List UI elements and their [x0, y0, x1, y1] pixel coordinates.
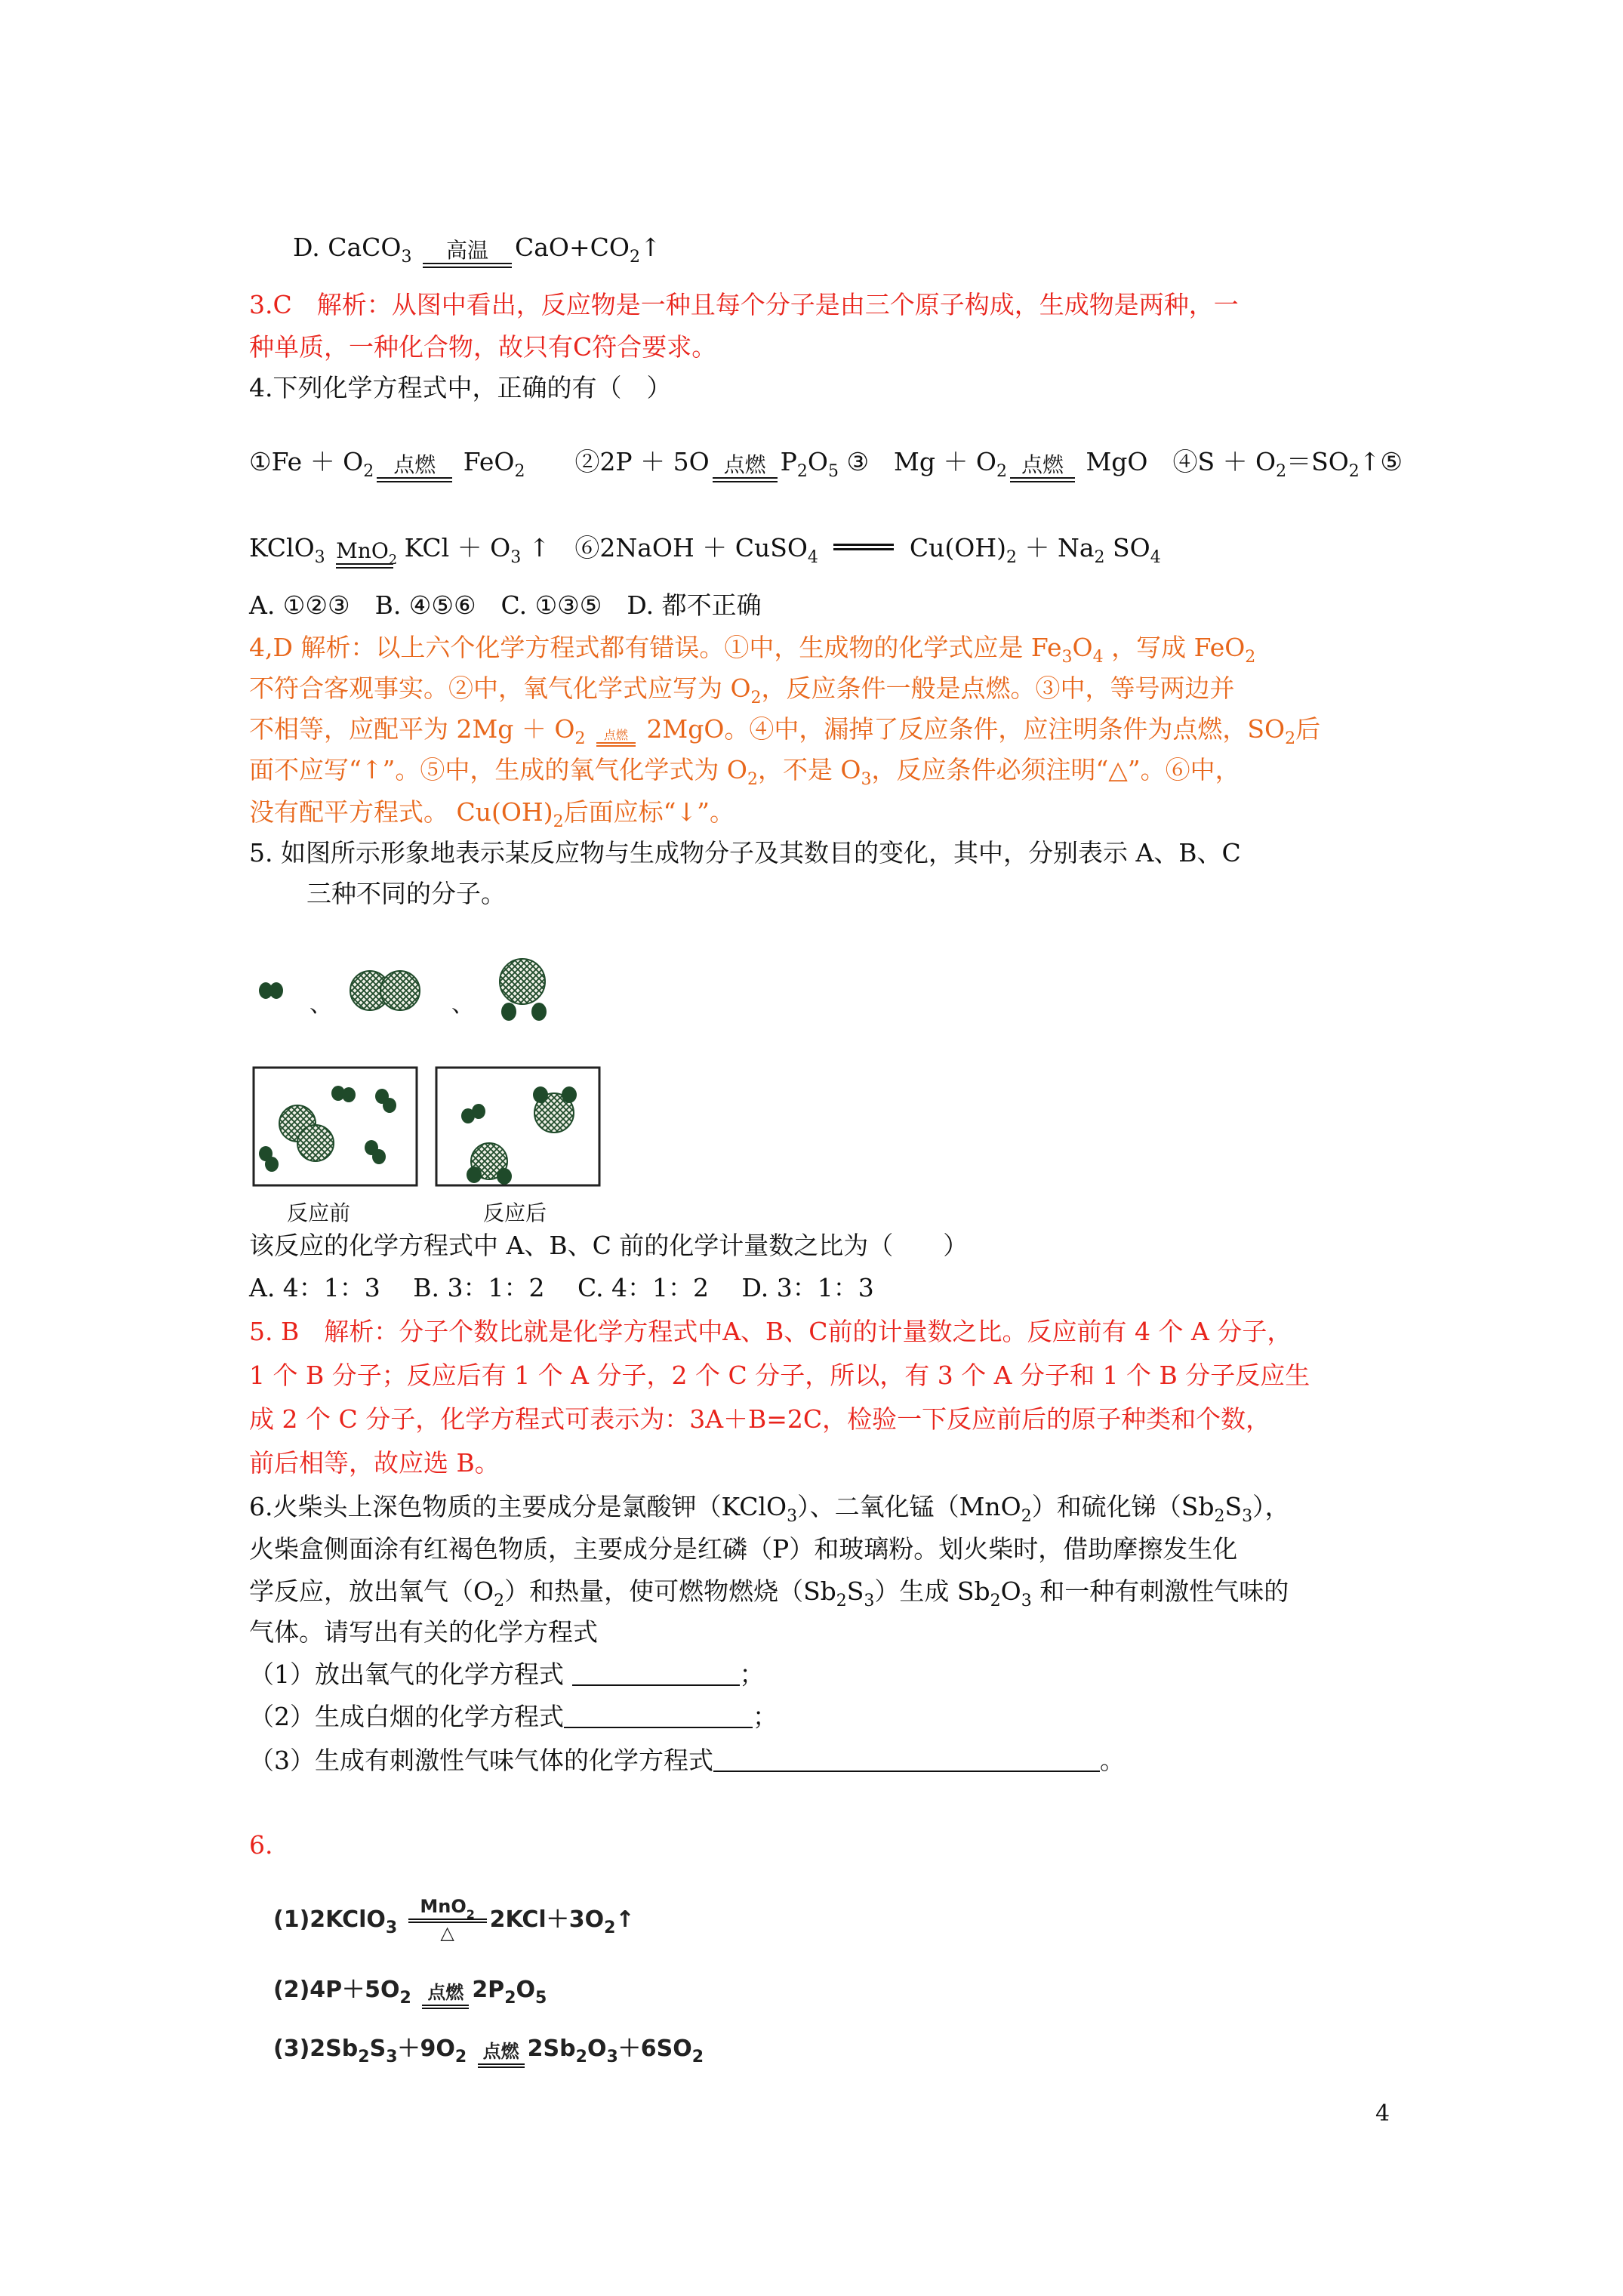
q5-options: A. 4：1：3 B. 3：1：2 C. 4：1：2 D. 3：1：3 [249, 1273, 874, 1302]
before-box [254, 1068, 417, 1185]
q4-equations-line2: KClO$_3$ MnO$_2$ KCl ＋ $O_3$ ↑ ⑥2NaOH ＋ CuSO$_4$ $Cu(OH)_2 + Na_2$ $SO_4$ [249, 533, 1161, 568]
legend-separator-1: 、 [310, 991, 332, 1018]
molecule-legend-figure [249, 936, 581, 1042]
q4-answer-line5: 没有配平方程式。 $Cu(OH)_2$后面应标“↓”。 [249, 797, 735, 831]
q6-blank-1[interactable] [572, 1662, 740, 1686]
label-after: 反应后 [483, 1200, 547, 1225]
q4-options: A. ①②③ B. ④⑤⑥ C. ①③⑤ D. 都不正确 [249, 590, 762, 620]
molecule-a-icon [259, 982, 283, 999]
page-number: 4 [1375, 2100, 1390, 2127]
q4-answer-line4: 面不应写“↑”。⑤中，生成的氧气化学式为 $O_2$，不是 $O_3$，反应条件必须注明“△”。⑥中， [249, 755, 1240, 789]
q3-answer-line2: 种单质，一种化合物，故只有C符合要求。 [249, 332, 717, 362]
after-box [436, 1068, 599, 1185]
q4-answer-line3: 不相等，应配平为 $2Mg + O_2$ 点燃 2MgO。④中，漏掉了反应条件，应注明条件为点燃，$SO_2$后 [249, 714, 1321, 748]
q4-answer-line1: 4,D 解析：以上六个化学方程式都有错误。①中，生成物的化学式应是 $Fe_3O_4$ ，写成 FeO$_2$ [249, 633, 1256, 667]
q4-answer-line2: 不符合客观事实。②中，氧气化学式应写为 $O_2$，反应条件一般是点燃。③中，等号两边并 [249, 673, 1235, 707]
molecule-c-icon [500, 959, 547, 1021]
q5-line2: 三种不同的分子。 [306, 879, 506, 908]
q6-blank-2[interactable] [564, 1704, 753, 1728]
q5-answer-line4: 前后相等，故应选 B。 [249, 1448, 500, 1478]
legend-separator-2: 、 [451, 991, 474, 1018]
q6-answer-eq2: $(2)4P+5O_2$ 点燃 $2P_2O_5$ [273, 1977, 547, 2008]
q3-option-d: D. CaCO$_3$ 高温 $CaO+CO_2↑$ [293, 233, 661, 267]
q6-part3: （3）生成有刺激性气味气体的化学方程式 。 [249, 1746, 1125, 1775]
q6-part2: （2）生成白烟的化学方程式 ； [249, 1702, 778, 1731]
q5-answer-line1: 5. B 解析：分子个数比就是化学方程式中A、B、C前的计量数之比。反应前有 4 个 A 分子， [249, 1317, 1292, 1346]
q6-answer-number: 6. [249, 1830, 273, 1860]
q6-answer-eq3: $(3)2Sb_2S_3+9O_2$ 点燃 $2Sb_2O_3+6SO_2$ [273, 2036, 704, 2066]
q4-equations-line1: ①Fe ＋ $O_2$ 点燃 FeO$_2$ ②2P ＋ 5O 点燃 $P_2O_5$ ③ $Mg + O_2$ 点燃 MgO ④S ＋ $O_2=SO_2↑⑤$ [249, 447, 1403, 481]
q6-line1: 6.火柴头上深色物质的主要成分是氯酸钾（KClO$_3$）、二氧化锰（MnO$_2$）和硫化锑$(Sb_2S_3)$， [249, 1492, 1290, 1526]
q6-line4: 气体。请写出有关的化学方程式 [249, 1617, 598, 1647]
q6-line3: 学反应，放出氧气$(O_2)$和热量，使可燃物燃烧$(Sb_2S_3)$生成 $Sb_2O_3$ 和一种有刺激性气味的 [249, 1576, 1289, 1610]
q6-part1: （1）放出氧气的化学方程式 ； [249, 1660, 765, 1689]
q5-answer-line2: 1 个 B 分子；反应后有 1 个 A 分子，2 个 C 分子，所以，有 3 个 A 分子和 1 个 B 分子反应生 [249, 1361, 1310, 1390]
q3-answer-line1: 3.C 解析：从图中看出，反应物是一种且每个分子是由三个原子构成，生成物是两种，一 [249, 290, 1239, 319]
q6-blank-3[interactable] [713, 1748, 1100, 1772]
reaction-diagram [249, 1065, 611, 1231]
q6-answer-eq1: (1)2KClO$_3$ MnO$_2$ △ $2KCl+3O_2↑$ [273, 1896, 635, 1943]
molecule-b-icon [350, 971, 420, 1010]
q5-answer-line3: 成 2 个 C 分子，化学方程式可表示为：3A＋B=2C，检验一下反应前后的原子种类和个数， [249, 1404, 1271, 1434]
q5-line1: 5. 如图所示形象地表示某反应物与生成物分子及其数目的变化，其中，分别表示 A、B、C [249, 838, 1241, 868]
label-before: 反应前 [287, 1200, 351, 1225]
q5-question: 该反应的化学方程式中 A、B、C 前的化学计量数之比为（ ） [249, 1231, 969, 1260]
q6-line2: 火柴盒侧面涂有红褐色物质，主要成分是红磷（P）和玻璃粉。划火柴时，借助摩擦发生化 [249, 1534, 1238, 1564]
q4-question: 4.下列化学方程式中，正确的有（ ） [249, 373, 672, 402]
